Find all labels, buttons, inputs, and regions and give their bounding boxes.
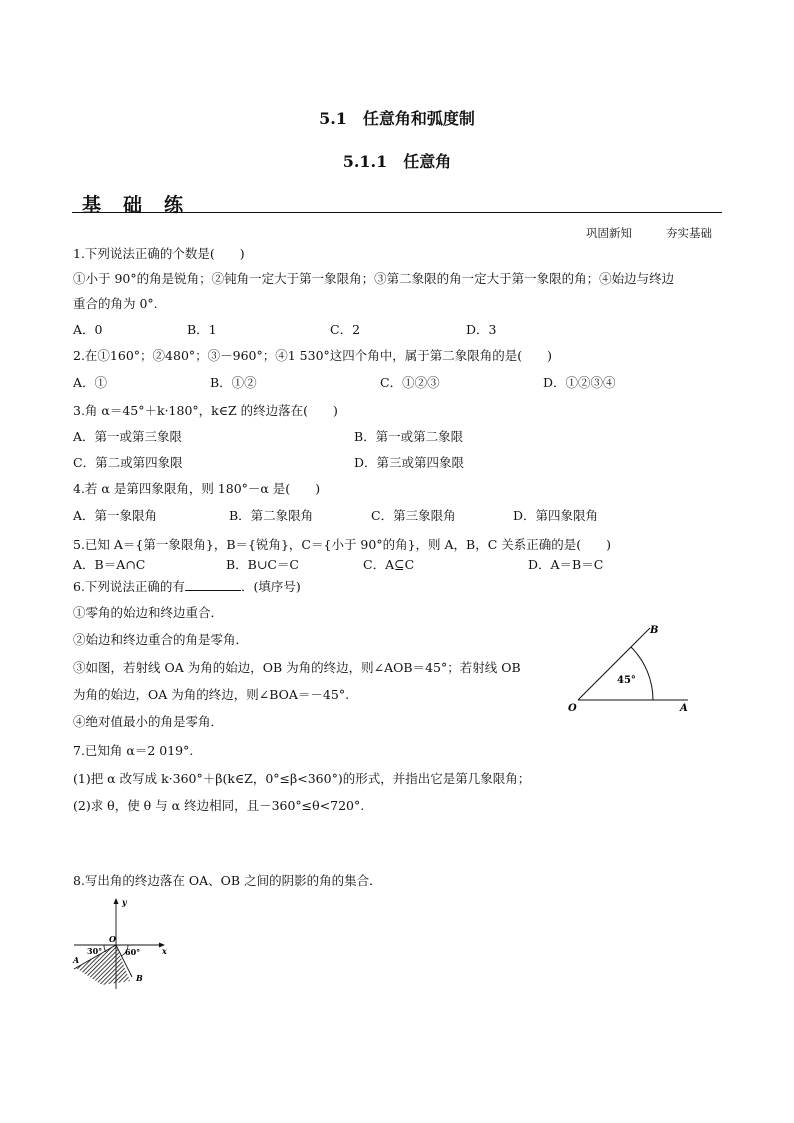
q1-option-c: C．2 — [330, 322, 361, 337]
q1-stem: 1.下列说法正确的个数是( ) — [73, 246, 245, 261]
q6-statement-3-line2: 为角的始边，OA 为角的终边，则∠BOA＝－45°. — [73, 687, 350, 702]
q6-statement-3-line1: ③如图，若射线 OA 为角的始边，OB 为角的终边，则∠AOB＝45°；若射线 OB — [73, 660, 521, 675]
q5-option-c: C．A⊆C — [363, 557, 415, 572]
q6-stem-suffix: ．(填序号) — [240, 579, 301, 594]
q4-option-a: A．第一象限角 — [73, 508, 158, 523]
y-axis-arrow — [114, 898, 119, 904]
shaded-region — [76, 945, 130, 985]
label-o: O — [568, 703, 577, 714]
q4-stem: 4.若 α 是第四象限角，则 180°－α 是( ) — [73, 481, 321, 496]
q6-answer-blank[interactable] — [185, 578, 241, 591]
q8-angle-figure — [70, 895, 175, 990]
q6-statement-4: ④绝对值最小的角是零角． — [73, 714, 224, 729]
angle-label: 45° — [617, 675, 636, 686]
q2-option-c: C．①②③ — [380, 375, 440, 390]
tag-foundation: 夯实基础 — [666, 226, 712, 240]
page-title: 5.1 任意角和弧度制 — [319, 109, 475, 128]
q6-statement-2: ②始边和终边重合的角是零角． — [73, 632, 249, 647]
q7-stem: 7.已知角 α＝2 019°. — [73, 743, 194, 758]
q6-statement-1: ①零角的始边和终边重合． — [73, 605, 224, 620]
q3-option-b: B．第一或第二象限 — [354, 429, 464, 444]
label-y: y — [122, 897, 127, 907]
q7-part-1: (1)把 α 改写成 k·360°＋β(k∈Z，0°≤β<360°)的形式，并指出它是第几象限角； — [73, 771, 531, 786]
q1-option-a: A．0 — [73, 322, 103, 337]
q6-stem — [73, 578, 301, 595]
q4-option-b: B．第二象限角 — [229, 508, 314, 523]
q6-stem-text: 6.下列说法正确的有 — [73, 579, 185, 594]
q4-option-d: D．第四象限角 — [513, 508, 599, 523]
label-60: 60° — [125, 947, 141, 957]
label-b: B — [650, 625, 659, 636]
section-heading: 基础练 — [82, 194, 206, 216]
q3-option-a: A．第一或第三象限 — [73, 429, 183, 444]
section-rule — [72, 212, 722, 213]
q1-statements-line1: ①小于 90°的角是锐角；②钝角一定大于第一象限角；③第二象限的角一定大于第一象限的角；④始边与终边 — [73, 271, 675, 286]
label-o: O — [109, 934, 116, 944]
q5-option-a: A．B＝A∩C — [73, 557, 146, 572]
label-b: B — [136, 973, 143, 983]
label-30: 30° — [87, 946, 103, 956]
q1-option-d: D．3 — [466, 322, 497, 337]
label-a: A — [680, 703, 688, 714]
q2-stem: 2.在①160°；②480°；③－960°；④1 530°这四个角中，属于第二象限角的是( ) — [73, 348, 553, 363]
q7-part-2: (2)求 θ，使 θ 与 α 终边相同，且－360°≤θ<720°. — [73, 798, 365, 813]
q3-stem: 3.角 α＝45°＋k·180°，k∈Z 的终边落在( ) — [73, 403, 338, 418]
q2-option-d: D．①②③④ — [543, 375, 616, 390]
q5-stem: 5.已知 A＝{第一象限角}，B＝{锐角}，C＝{小于 90°的角}，则 A，B，C 关系正确的是( ) — [73, 537, 612, 552]
arc-30 — [104, 945, 106, 952]
angle-arc — [631, 647, 653, 700]
q5-option-b: B．B∪C＝C — [226, 557, 299, 572]
page-subtitle: 5.1.1 任意角 — [342, 152, 452, 171]
q1-option-b: B．1 — [187, 322, 217, 337]
label-x: x — [162, 946, 167, 956]
q6-angle-figure — [560, 620, 700, 715]
q2-option-a: A．① — [73, 375, 108, 390]
q2-option-b: B．①② — [210, 375, 257, 390]
ray-ob — [578, 628, 650, 700]
q3-option-c: C．第二或第四象限 — [73, 455, 183, 470]
q3-option-d: D．第三或第四象限 — [354, 455, 465, 470]
tag-consolidate: 巩固新知 — [586, 226, 632, 240]
q8-stem: 8.写出角的终边落在 OA、OB 之间的阴影的角的集合． — [73, 873, 382, 888]
label-a: A — [73, 955, 80, 965]
q4-option-c: C．第三象限角 — [371, 508, 456, 523]
q1-statements-line2: 重合的角为 0°. — [73, 296, 158, 311]
q5-option-d: D．A＝B＝C — [528, 557, 604, 572]
